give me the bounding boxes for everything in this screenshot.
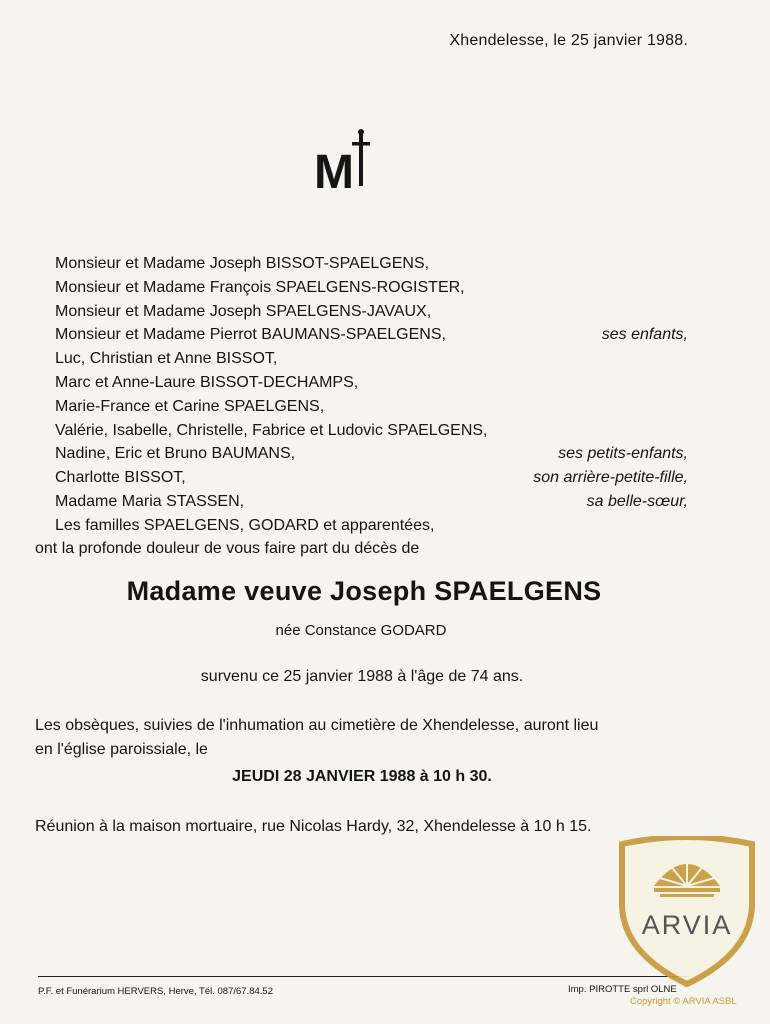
family-member-name: Valérie, Isabelle, Christelle, Fabrice et Ludovic SPAELGENS, (55, 421, 488, 439)
family-member-name: Luc, Christian et Anne BISSOT, (55, 350, 278, 368)
watermark-text: ARVIA (641, 910, 733, 940)
funeral-line-1: Les obsèques, suivies de l'inhumation au cimetière de Xhendelesse, auront lieu (35, 717, 599, 734)
family-row (55, 323, 688, 347)
footer-divider (38, 976, 690, 977)
announcement-intro: ont la profonde douleur de vous faire part du décès de (35, 540, 420, 557)
funeral-date: JEUDI 28 JANVIER 1988 à 10 h 30. (232, 768, 492, 785)
family-member-name: Madame Maria STASSEN, (55, 493, 245, 510)
family-row (55, 371, 688, 395)
family-member-name: Marc et Anne-Laure BISSOT-DECHAMPS, (55, 374, 359, 391)
family-row (55, 252, 688, 276)
family-relation: sa belle-sœur, (586, 493, 688, 510)
arvia-shield-logo-icon (614, 836, 760, 988)
family-row (55, 490, 688, 514)
family-row (55, 442, 688, 466)
family-relation: ses enfants, (601, 326, 688, 344)
family-member-name: Marie-France et Carine SPAELGENS, (55, 397, 325, 415)
family-row (55, 276, 688, 300)
funeral-line-2: en l'église paroissiale, le (35, 741, 208, 758)
m-cross-monogram-icon (314, 128, 378, 190)
family-member-name: Monsieur et Madame François SPAELGENS-ROGISTER, (55, 278, 465, 296)
family-member-name: Monsieur et Madame Joseph BISSOT-SPAELGENS, (55, 255, 430, 272)
death-date-line: survenu ce 25 janvier 1988 à l'âge de 74 ans. (200, 668, 524, 685)
family-row (55, 514, 688, 538)
family-member-name: Les familles SPAELGENS, GODARD et apparentées, (55, 516, 435, 534)
family-relation: ses petits-enfants, (558, 445, 688, 463)
meeting-info: Réunion à la maison mortuaire, rue Nicolas Hardy, 32, Xhendelesse à 10 h 15. (35, 818, 592, 835)
family-member-name: Monsieur et Madame Joseph SPAELGENS-JAVAUX, (55, 302, 432, 320)
funeral-home-credit: P.F. et Funérarium HERVERS, Herve, Tél. 087/67.84.52 (38, 986, 273, 997)
copyright-notice: Copyright © ARVIA ASBL (630, 996, 737, 1007)
place-date: Xhendelesse, le 25 janvier 1988. (449, 32, 688, 49)
family-row (55, 395, 688, 419)
printer-credit: Imp. PIROTTE sprl OLNE (568, 984, 677, 995)
funeral-paragraph (35, 714, 598, 762)
svg-text:M: M (314, 146, 354, 190)
family-member-name: Charlotte BISSOT, (55, 469, 186, 487)
maiden-name: née Constance GODARD (275, 622, 447, 639)
family-member-name: Nadine, Eric et Bruno BAUMANS, (55, 445, 296, 463)
family-row (55, 419, 688, 443)
family-row (55, 347, 688, 371)
family-member-name: Monsieur et Madame Pierrot BAUMANS-SPAELGENS, (55, 326, 446, 344)
family-row (55, 300, 688, 324)
deceased-name: Madame veuve Joseph SPAELGENS (126, 576, 602, 606)
family-relation: son arrière-petite-fille, (533, 469, 688, 487)
family-row (55, 466, 688, 490)
